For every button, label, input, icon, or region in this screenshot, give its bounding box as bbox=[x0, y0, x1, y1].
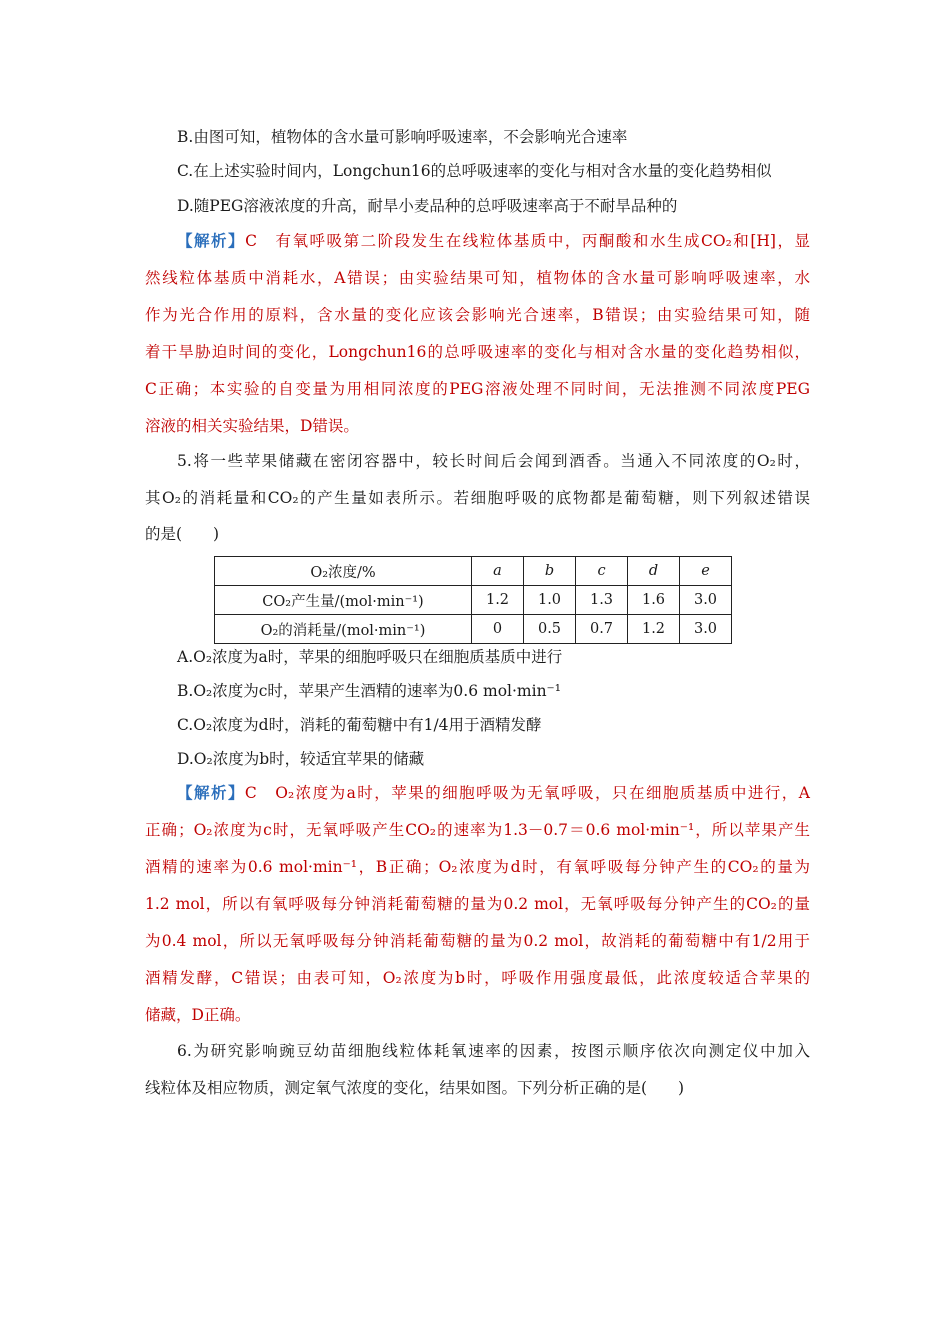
table-row bbox=[215, 615, 732, 644]
q6-stem-line-2: 线粒体及相应物质，测定氧气浓度的变化，结果如图。下列分析正确的是( ) bbox=[145, 1079, 685, 1097]
q4-option-d: D.随PEG溶液浓度的升高，耐旱小麦品种的总呼吸速率高于不耐旱品种的 bbox=[177, 197, 678, 215]
table-cell: 3.0 bbox=[680, 615, 732, 644]
table-cell: d bbox=[628, 557, 680, 586]
q5-analysis-line-5: 为0.4 mol，所以无氧呼吸每分钟消耗葡萄糖的量为0.2 mol，故消耗的葡萄糖中有1/2用于 bbox=[145, 932, 810, 950]
table-header-row bbox=[215, 557, 732, 586]
q5-analysis-line-6: 酒精发酵，C错误；由表可知，O₂浓度为b时，呼吸作用强度最低，此浓度较适合苹果的 bbox=[145, 969, 810, 987]
q5-stem-line-2: 其O₂的消耗量和CO₂的产生量如表所示。若细胞呼吸的底物都是葡萄糖，则下列叙述错误 bbox=[145, 489, 810, 507]
q5-analysis-line-1: 【解析】C O₂浓度为a时，苹果的细胞呼吸为无氧呼吸，只在细胞质基质中进行，A bbox=[177, 783, 810, 802]
analysis-tag: 【解析】 bbox=[177, 783, 245, 802]
q4-analysis-line-5: C正确；本实验的自变量为用相同浓度的PEG溶液处理不同时间，无法推测不同浓度PEG bbox=[145, 380, 810, 398]
table-cell: CO₂产生量/(mol·min⁻¹) bbox=[215, 586, 472, 615]
q5-option-c: C.O₂浓度为d时，消耗的葡萄糖中有1/4用于酒精发酵 bbox=[177, 716, 542, 734]
table-cell: c bbox=[576, 557, 628, 586]
q5-stem-line-3: 的是( ) bbox=[145, 525, 220, 543]
q5-analysis-line-3: 酒精的速率为0.6 mol·min⁻¹，B正确；O₂浓度为d时，有氧呼吸每分钟产生的CO₂的量为 bbox=[145, 858, 810, 876]
table-cell: O₂的消耗量/(mol·min⁻¹) bbox=[215, 615, 472, 644]
q5-option-a: A.O₂浓度为a时，苹果的细胞呼吸只在细胞质基质中进行 bbox=[177, 648, 563, 666]
q4-option-b: B.由图可知，植物体的含水量可影响呼吸速率，不会影响光合速率 bbox=[177, 128, 628, 146]
q4-analysis-line-3: 作为光合作用的原料，含水量的变化应该会影响光合速率，B错误；由实验结果可知，随 bbox=[145, 306, 810, 324]
table-cell: 0 bbox=[472, 615, 524, 644]
table-cell: 1.6 bbox=[628, 586, 680, 615]
table-row bbox=[215, 586, 732, 615]
q5-option-d: D.O₂浓度为b时，较适宜苹果的储藏 bbox=[177, 750, 425, 768]
q5-analysis-line-2: 正确；O₂浓度为c时，无氧呼吸产生CO₂的速率为1.3－0.7＝0.6 mol·min⁻¹，所以苹果产生 bbox=[145, 821, 810, 839]
q5-option-b: B.O₂浓度为c时，苹果产生酒精的速率为0.6 mol·min⁻¹ bbox=[177, 682, 561, 700]
table-cell: e bbox=[680, 557, 732, 586]
table-cell: b bbox=[524, 557, 576, 586]
table-cell: a bbox=[472, 557, 524, 586]
q5-analysis-line-7: 储藏，D正确。 bbox=[145, 1006, 251, 1024]
q4-analysis-line-6: 溶液的相关实验结果，D错误。 bbox=[145, 417, 359, 435]
table-cell: 3.0 bbox=[680, 586, 732, 615]
q4-analysis-line-2: 然线粒体基质中消耗水，A错误；由实验结果可知，植物体的含水量可影响呼吸速率，水 bbox=[145, 269, 810, 287]
q4-analysis-line-1: 【解析】C 有氧呼吸第二阶段发生在线粒体基质中，丙酮酸和水生成CO₂和[H]，显 bbox=[177, 231, 810, 250]
table-cell: 1.2 bbox=[472, 586, 524, 615]
q5-analysis-line-4: 1.2 mol，所以有氧呼吸每分钟消耗葡萄糖的量为0.2 mol，无氧呼吸每分钟产生的CO₂的量 bbox=[145, 895, 810, 913]
q6-stem-line-1: 6.为研究影响豌豆幼苗细胞线粒体耗氧速率的因素，按图示顺序依次向测定仪中加入 bbox=[177, 1042, 810, 1060]
table-cell: O₂浓度/% bbox=[215, 557, 472, 586]
q5-data-table bbox=[214, 556, 732, 644]
q4-analysis-line-4: 着干旱胁迫时间的变化，Longchun16的总呼吸速率的变化与相对含水量的变化趋势相似， bbox=[145, 343, 810, 361]
table-cell: 0.5 bbox=[524, 615, 576, 644]
table-cell: 1.3 bbox=[576, 586, 628, 615]
analysis-tag: 【解析】 bbox=[177, 231, 246, 250]
table-cell: 1.2 bbox=[628, 615, 680, 644]
table-cell: 0.7 bbox=[576, 615, 628, 644]
table-cell: 1.0 bbox=[524, 586, 576, 615]
q4-option-c: C.在上述实验时间内，Longchun16的总呼吸速率的变化与相对含水量的变化趋势相似 bbox=[177, 162, 772, 180]
q5-stem-line-1: 5.将一些苹果储藏在密闭容器中，较长时间后会闻到酒香。当通入不同浓度的O₂时， bbox=[177, 452, 810, 470]
